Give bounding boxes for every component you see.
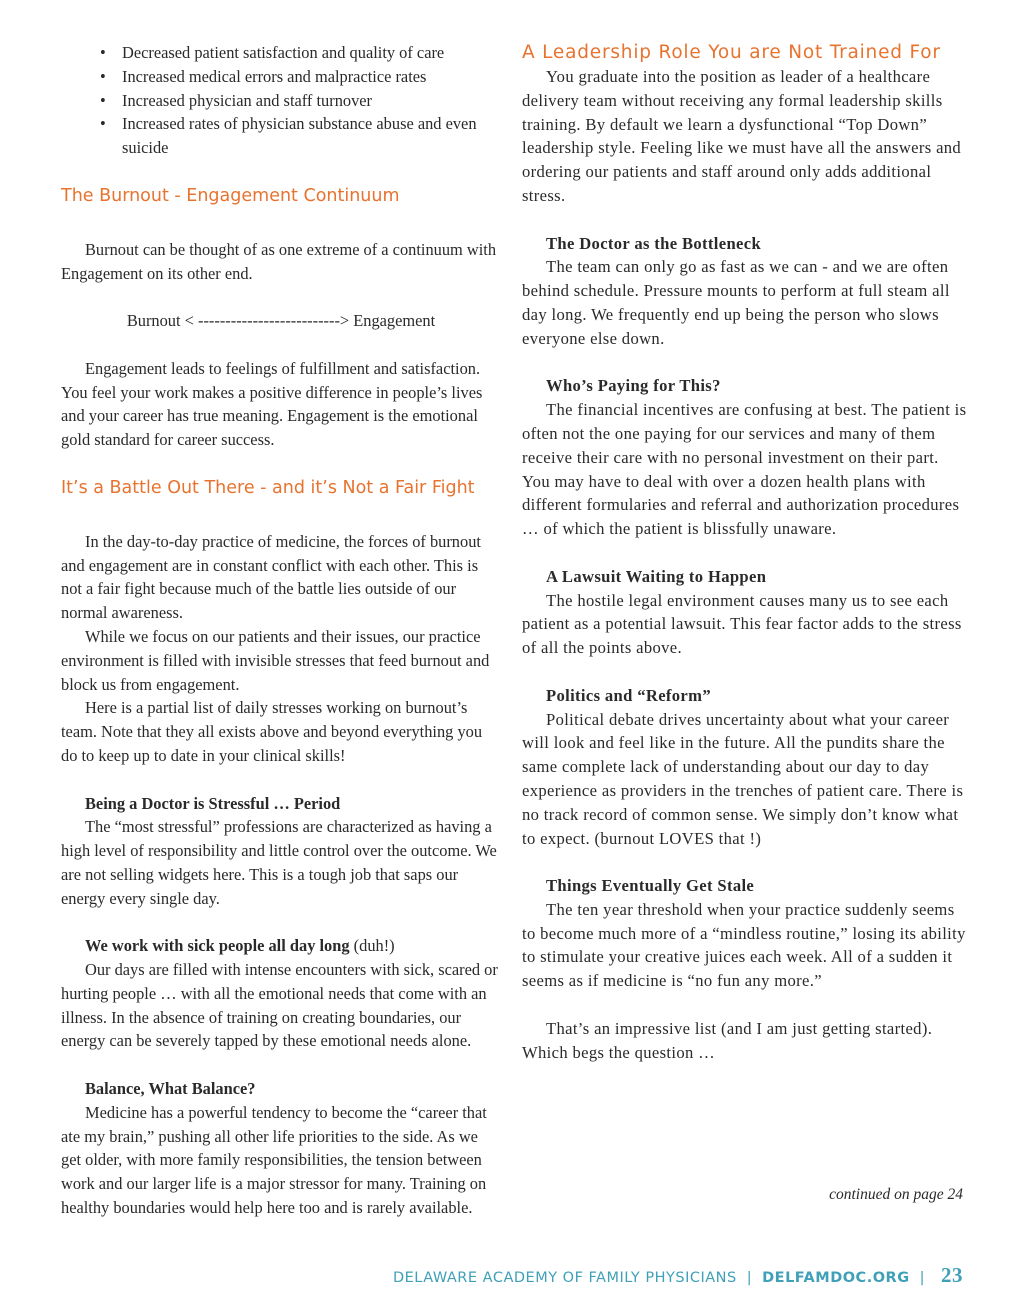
subheading-politics: Politics and “Reform” — [546, 685, 711, 705]
list-item: • Increased medical errors and malpractice rates — [122, 65, 501, 89]
paragraph-battle-1: In the day-to-day practice of medicine, the forces of burnout and engagement are in constant conflict with each other. This is not a fair fight because much of the battle lies outside of our normal awareness. — [61, 531, 481, 623]
subheading-lawsuit: A Lawsuit Waiting to Happen — [546, 566, 767, 586]
subheading-paying: Who’s Paying for This? — [546, 376, 721, 396]
paragraph-sick-people: Our days are filled with intense encounters with sick, scared or hurting people … with all the emotional needs that come with an illness. In the absence of training on creating boundaries, our energy can be severely tapped by these emotional needs alone. — [61, 960, 498, 1051]
footer-website: DELFAMDOC.ORG — [762, 1270, 910, 1286]
continued-note: continued on page 24 — [829, 1186, 963, 1203]
page-number: 23 — [941, 1263, 963, 1287]
paragraph-stressful: The “most stressful” professions are characterized as having a high level of responsibility and little control over the outcome. We are not selling widgets here. This is a tough job that saps our energy every single day. — [61, 817, 497, 908]
list-item: • Decreased patient satisfaction and quality of care — [122, 41, 501, 65]
left-column — [61, 41, 501, 1220]
paragraph-bottleneck: The team can only go as fast as we can - and we are often behind schedule. Pressure mounts to perform at full steam all day long. We frequently end up being the person who slows everyone else down. — [522, 257, 950, 348]
paragraph-leadership: You graduate into the position as leader of a healthcare delivery team without receiving any formal leadership skills training. By default we learn a dysfunctional “Top Down” leadership style. Feeling like we must have all the answers and ordering our patients and staff around only adds additional stress. — [522, 67, 962, 205]
paragraph-battle-2: While we focus on our patients and their issues, our practice environment is filled with invisible stresses that feed burnout and block us from engagement. — [61, 626, 490, 694]
paragraph-stale: The ten year threshold when your practice suddenly seems to become much more of a “mindless routine,” losing its ability to stimulate your creative juices each week. All of a sudden it seems as if medicine is “no fun any more.” — [522, 899, 966, 991]
subheading-sick-people — [61, 934, 501, 958]
paragraph-closing: That’s an impressive list (and I am just getting started). Which begs the question … — [522, 1018, 933, 1062]
paragraph-balance: Medicine has a powerful tendency to become the “career that ate my brain,” pushing all other life priorities to the side. As we get older, with more family responsibilities, the tension between work and our larger life is a major stressor for many. Training on healthy boundaries would help here too and is rarely available. — [61, 1102, 487, 1218]
section-heading-leadership: A Leadership Role You are Not Trained For — [522, 42, 941, 63]
paragraph-paying: The financial incentives are confusing at best. The patient is often not the one paying for our services and many of them receive their care with no personal investment on their part. You may have to deal with over a dozen health plans with different formularies and referral and authorization procedures … of which the patient is blissfully unaware. — [522, 400, 967, 539]
section-heading-continuum: The Burnout - Engagement Continuum — [61, 185, 400, 206]
continuum-line: Burnout < --------------------------> Engagement — [126, 311, 436, 331]
right-column — [522, 41, 967, 1064]
footer-org-name: DELAWARE ACADEMY OF FAMILY PHYSICIANS — [392, 1270, 737, 1286]
subheading-bottleneck: The Doctor as the Bottleneck — [546, 233, 762, 253]
page-footer — [393, 1263, 963, 1288]
subheading-sick-suffix: (duh!) — [349, 936, 395, 956]
paragraph-continuum: Burnout can be thought of as one extreme of a continuum with Engagement on its other end. — [61, 239, 497, 283]
subheading-stale: Things Eventually Get Stale — [546, 876, 755, 896]
list-item: • Increased physician and staff turnover — [122, 89, 501, 113]
list-item: • Increased rates of physician substance abuse and even suicide — [122, 112, 501, 160]
footer-separator: | — [919, 1270, 925, 1286]
paragraph-engagement: Engagement leads to feelings of fulfillment and satisfaction. You feel your work makes a positive difference in people’s lives and your career has true meaning. Engagement is the emotional gold standard for career success. — [61, 358, 483, 450]
section-heading-battle: It’s a Battle Out There - and it’s Not a Fair Fight — [61, 477, 475, 498]
subheading-balance: Balance, What Balance? — [85, 1079, 256, 1099]
paragraph-battle-3: Here is a partial list of daily stresses working on burnout’s team. Note that they all exists above and beyond everything you do to keep up to date in your clinical skills! — [61, 698, 483, 765]
paragraph-lawsuit: The hostile legal environment causes many us to see each patient as a potential lawsuit. This fear factor adds to the stress of all the points above. — [522, 590, 962, 658]
paragraph-politics: Political debate drives uncertainty about what your career will look and feel like in the future. All the pundits share the same complete lack of understanding about our day to day experience as providers in the trenches of patient care. There is no track record of common sense. We simply don’t know what to expect. (burnout LOVES that !) — [522, 709, 964, 848]
subheading-stressful: Being a Doctor is Stressful … Period — [85, 793, 341, 813]
footer-separator: | — [746, 1270, 753, 1286]
burnout-effects-list — [61, 41, 501, 160]
subheading-sick-bold: We work with sick people all day long — [85, 936, 350, 956]
